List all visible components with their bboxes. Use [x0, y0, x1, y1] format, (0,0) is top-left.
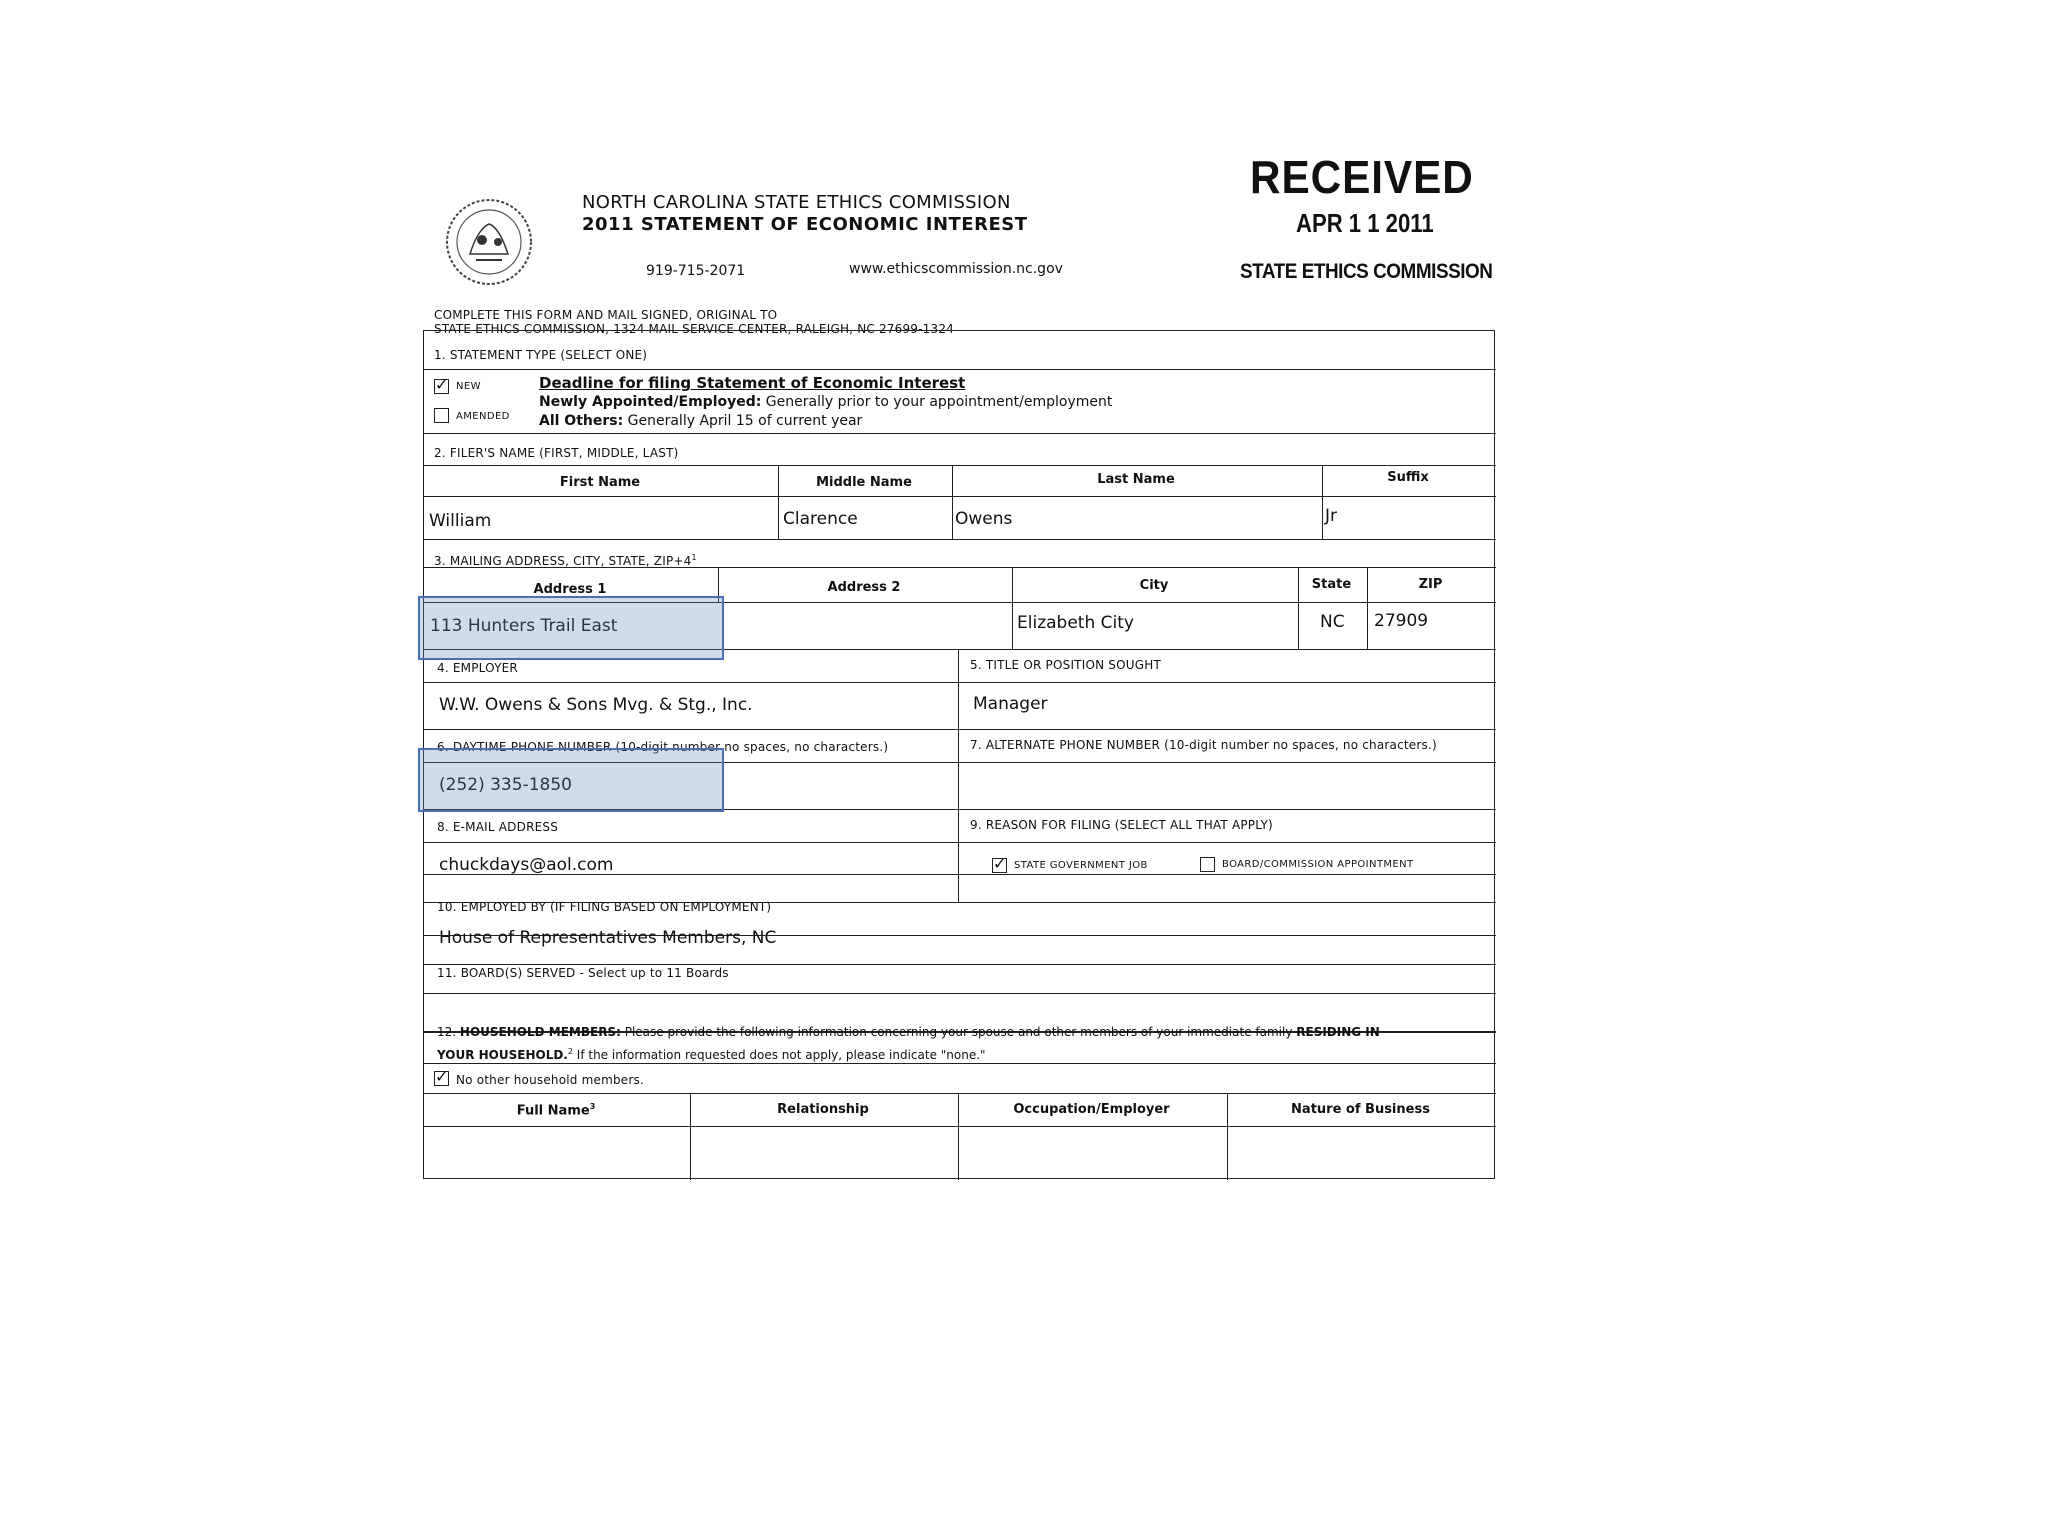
household-occupation-cell[interactable]: [959, 1127, 1224, 1175]
no-household-members-checkbox[interactable]: [434, 1071, 449, 1086]
board-appointment-label: BOARD/COMMISSION APPOINTMENT: [1222, 859, 1414, 870]
mailing-instructions-line2: STATE ETHICS COMMISSION, 1324 MAIL SERVICE CENTER, RALEIGH, NC 27699-1324: [434, 322, 955, 336]
relationship-header: Relationship: [777, 1102, 869, 1117]
state-job-checkbox[interactable]: [992, 858, 1007, 873]
state-field[interactable]: NC: [1320, 612, 1345, 632]
zip-field[interactable]: 27909: [1374, 611, 1429, 631]
amended-checkbox[interactable]: [434, 408, 449, 423]
state-job-label: STATE GOVERNMENT JOB: [1014, 860, 1148, 871]
last-name-field[interactable]: Owens: [955, 509, 1013, 529]
full-name-header: Full Name$^3$: [516, 1102, 596, 1119]
section8-label: 8. E-MAIL ADDRESS: [437, 820, 559, 834]
suffix-field[interactable]: Jr: [1325, 506, 1338, 526]
suffix-header: Suffix: [1387, 470, 1429, 485]
form-title: 2011 STATEMENT OF ECONOMIC INTEREST: [582, 214, 1028, 235]
section9-label: 9. REASON FOR FILING (SELECT ALL THAT APPLY): [970, 818, 1273, 832]
occupation-employer-header: Occupation/Employer: [1013, 1102, 1170, 1117]
address1-field[interactable]: 113 Hunters Trail East: [430, 616, 618, 636]
household-full-name-cell[interactable]: [425, 1127, 687, 1175]
newly-appointed-line: Newly Appointed/Employed: Generally prior to your appointment/employment: [539, 394, 1113, 410]
section1-label: 1. STATEMENT TYPE (SELECT ONE): [434, 348, 648, 362]
email-field[interactable]: chuckdays@aol.com: [439, 855, 614, 875]
section7-label: 7. ALTERNATE PHONE NUMBER (10-digit number no spaces, no characters.): [970, 738, 1437, 752]
employer-field[interactable]: W.W. Owens & Sons Mvg. & Stg., Inc.: [439, 695, 753, 715]
daytime-phone-field[interactable]: (252) 335-1850: [439, 775, 572, 795]
address1-highlight: [418, 596, 724, 660]
received-date: APR 1 1 2011: [1296, 208, 1434, 238]
commission-phone: 919-715-2071: [646, 263, 746, 279]
section12-label: 12. HOUSEHOLD MEMBERS: Please provide the following information concerning your spouse and other members of your immediate family RESIDING IN YOUR HOUSEHOLD.$^2$ If the information requested does not apply, please indicate "none.": [437, 1025, 1380, 1062]
section11-label: 11. BOARD(S) SERVED - Select up to 11 Boards: [437, 966, 729, 980]
new-label: NEW: [456, 381, 481, 392]
state-seal-logo: [440, 196, 538, 288]
address1-header: Address 1: [533, 582, 607, 597]
section2-label: 2. FILER'S NAME (FIRST, MIDDLE, LAST): [434, 446, 679, 460]
deadline-title: Deadline for filing Statement of Economic Interest: [539, 374, 966, 392]
employed-by-field[interactable]: House of Representatives Members, NC: [439, 928, 777, 948]
household-relationship-cell[interactable]: [691, 1127, 955, 1175]
nature-of-business-header: Nature of Business: [1291, 1102, 1430, 1117]
board-appointment-checkbox[interactable]: [1200, 857, 1215, 872]
household-business-cell[interactable]: [1228, 1127, 1493, 1175]
first-name-field[interactable]: William: [429, 511, 492, 531]
city-header: City: [1139, 578, 1169, 593]
commission-name: NORTH CAROLINA STATE ETHICS COMMISSION: [582, 192, 1011, 213]
first-name-header: First Name: [559, 475, 641, 490]
middle-name-field[interactable]: Clarence: [783, 509, 858, 529]
section3-label: 3. MAILING ADDRESS, CITY, STATE, $ZIP+4^1$: [434, 553, 697, 568]
commission-website: www.ethicscommission.nc.gov: [849, 261, 1063, 277]
received-stamp: RECEIVED: [1250, 151, 1474, 203]
last-name-header: Last Name: [1097, 472, 1175, 487]
section5-label: 5. TITLE OR POSITION SOUGHT: [970, 658, 1161, 672]
section6-label: 6. DAYTIME PHONE NUMBER (10-digit number no spaces, no characters.): [437, 740, 889, 754]
daytime-phone-highlight: [418, 748, 724, 812]
no-household-members-label: No other household members.: [456, 1073, 644, 1087]
mailing-instructions-line1: COMPLETE THIS FORM AND MAIL SIGNED, ORIGINAL TO: [434, 308, 778, 322]
city-field[interactable]: Elizabeth City: [1017, 613, 1134, 633]
received-commission: STATE ETHICS COMMISSION: [1240, 260, 1493, 283]
section10-label: 10. EMPLOYED BY (IF FILING BASED ON EMPLOYMENT): [437, 900, 772, 914]
state-header: State: [1311, 577, 1352, 592]
all-others-line: All Others: Generally April 15 of current year: [539, 413, 863, 429]
address2-header: Address 2: [827, 580, 901, 595]
new-checkbox[interactable]: [434, 379, 449, 394]
middle-name-header: Middle Name: [816, 475, 912, 490]
title-field[interactable]: Manager: [973, 694, 1048, 714]
amended-label: AMENDED: [456, 411, 510, 422]
section4-label: 4. EMPLOYER: [437, 661, 518, 675]
zip-header: ZIP: [1418, 577, 1443, 592]
